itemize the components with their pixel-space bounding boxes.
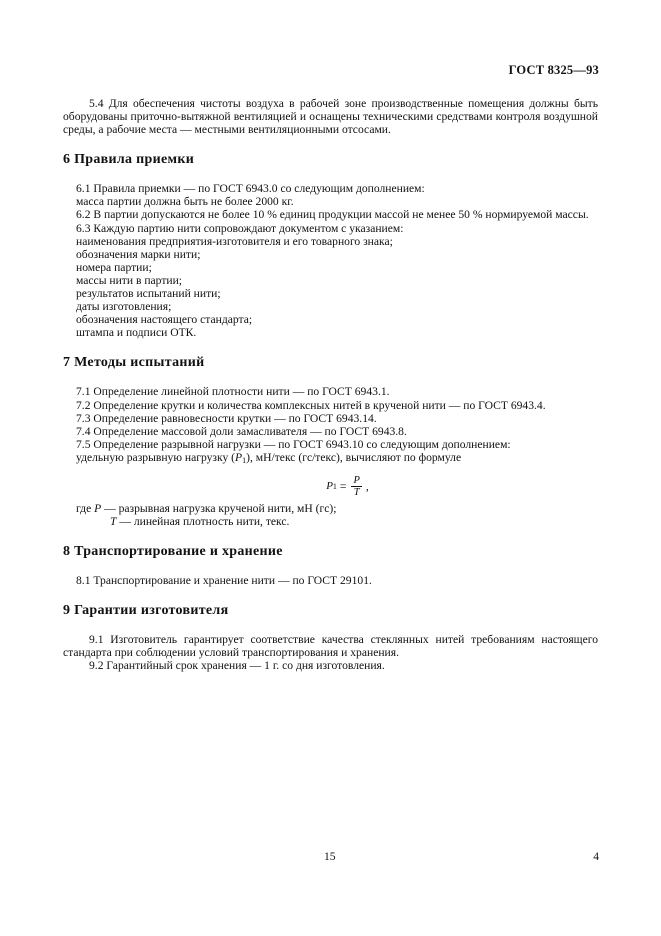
formula-comma: , <box>365 479 369 493</box>
formula-legend-p <box>63 502 598 515</box>
formula-lhs-subscript: 1 <box>332 481 337 491</box>
document-body <box>63 97 598 673</box>
list-item: массы нити в партии; <box>76 273 183 287</box>
section-7-title: 7 Методы испытаний <box>63 355 205 371</box>
list-item: номера партии; <box>76 260 152 274</box>
list-item: даты изготовления; <box>76 300 172 314</box>
formula-lhs: P <box>326 479 333 492</box>
paragraph-7-5-formula-intro <box>63 451 598 467</box>
intro-text-end: ), мН/текс (гс/текс), вычисляют по формуле <box>246 450 462 464</box>
paragraph-6-3: 6.3 Каждую партию нити сопровождают документом с указанием: <box>76 221 404 235</box>
paragraph-8-1: 8.1 Транспортирование и хранение нити — по ГОСТ 29101. <box>76 574 372 588</box>
document-list <box>63 235 598 340</box>
legend-where: где <box>76 501 95 515</box>
paragraph-7-5: 7.5 Определение разрывной нагрузки — по ГОСТ 6943.10 со следующим дополнением: <box>76 437 511 451</box>
legend-var-t: T <box>110 515 117 529</box>
paragraph-5-4: 5.4 Для обеспечения чистоты воздуха в рабочей зоне производственные помещения должны быть оборудованы приточно-вытяжной вентиляцией и оснащены техническими средствами контроля воздушной среды, а рабочие места — местными вентиляционными отсосами. <box>63 97 598 137</box>
formula-equals: = <box>339 479 347 493</box>
document-header: ГОСТ 8325—93 <box>508 63 599 77</box>
paragraph-9-2: 9.2 Гарантийный срок хранения — 1 г. со дня изготовления. <box>89 659 385 673</box>
legend-desc-t: — линейная плотность нити, текс. <box>116 515 290 529</box>
formula <box>63 475 598 498</box>
paragraph-7-2: 7.2 Определение крутки и количества комплексных нитей в крученой нити — по ГОСТ 6943.4. <box>76 398 546 412</box>
formula-fraction <box>351 475 361 498</box>
paragraph-7-3: 7.3 Определение равновесности крутки — по ГОСТ 6943.14. <box>76 411 377 425</box>
list-item: обозначения настоящего стандарта; <box>76 313 253 327</box>
intro-text-start: удельную разрывную нагрузку ( <box>76 450 236 464</box>
list-item: обозначения марки нити; <box>76 247 201 261</box>
section-9-title: 9 Гарантии изготовителя <box>63 603 229 619</box>
variable-subscript: 1 <box>242 455 247 465</box>
sheet-number: 4 <box>593 850 599 863</box>
page-number: 15 <box>324 850 336 863</box>
paragraph-7-1: 7.1 Определение линейной плотности нити — по ГОСТ 6943.1. <box>76 385 390 399</box>
paragraph-6-2: 6.2 В партии допускаются не более 10 % единиц продукции массой не менее 50 % нормируемой массы. <box>76 208 589 222</box>
legend-desc-p: — разрывная нагрузка крученой нити, мН (гс); <box>101 501 337 515</box>
list-item: результатов испытаний нити; <box>76 287 221 301</box>
paragraph-6-1: 6.1 Правила приемки — по ГОСТ 6943.0 со следующим дополнением: <box>76 182 425 196</box>
legend-var-p: P <box>94 501 102 515</box>
formula-numerator: P <box>353 474 360 486</box>
paragraph-9-1: 9.1 Изготовитель гарантирует соответствие качества стеклянных нитей требованиям настоящего стандарта при соблюдении условий транспортирования и хранения. <box>63 633 598 660</box>
formula-legend-t <box>63 515 598 528</box>
paragraph-6-1-addition: масса партии должна быть не более 2000 кг. <box>76 195 294 209</box>
list-item: наименования предприятия-изготовителя и его товарного знака; <box>76 234 393 248</box>
section-8-title: 8 Транспортирование и хранение <box>63 544 283 560</box>
variable-p: P <box>235 450 243 464</box>
list-item: штампа и подписи ОТК. <box>76 326 197 340</box>
paragraph-7-4: 7.4 Определение массовой доли замасливателя — по ГОСТ 6943.8. <box>76 424 407 438</box>
section-6-title: 6 Правила приемки <box>63 152 195 168</box>
formula-denominator: T <box>353 486 360 498</box>
